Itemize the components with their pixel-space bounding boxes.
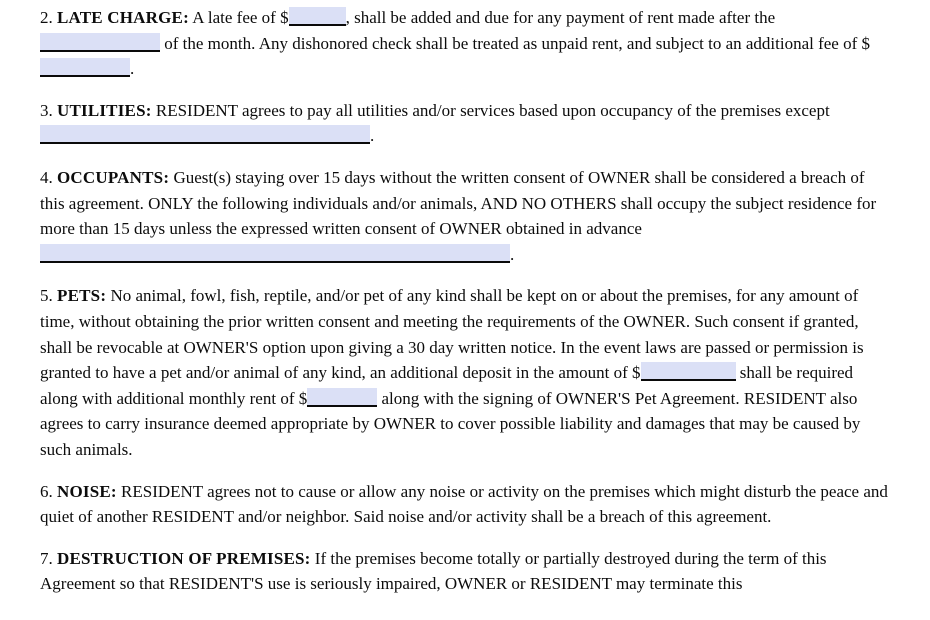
pet-deposit-amount-blank[interactable] — [641, 362, 736, 381]
section-heading: PETS: — [57, 286, 107, 306]
dishonored-check-fee-blank[interactable] — [40, 58, 130, 77]
section-number: 5. — [40, 286, 53, 306]
section-number: 3. — [40, 100, 53, 120]
section-occupants: 4. OCCUPANTS: Guest(s) staying over 15 days without the written consent of OWNER shall be considered a breach of this agreement. ONLY the following individuals and/or animals, AND NO OTHERS shall occupy the subject residence for more than 15 days unless the expressed written consent of OWNER obtained in advance . — [40, 167, 877, 264]
late-fee-amount-blank[interactable] — [289, 7, 346, 26]
section-utilities: 3. UTILITIES: RESIDENT agrees to pay all utilities and/or services based upon occupancy of the premises except . — [40, 100, 830, 146]
section-heading: DESTRUCTION OF PREMISES: — [57, 548, 311, 568]
section-late-charge: 2. LATE CHARGE: A late fee of $ , shall be added and due for any payment of rent made after the of the month. Any dishonored check shall be treated as unpaid rent, and subject to an additional fee of $. — [40, 8, 871, 79]
section-pets: 5. PETS: No animal, fowl, fish, reptile, and/or pet of any kind shall be kept on or about the premises, for any amount of time, without obtaining the prior written consent and meeting the requirements of the OWNER. Such consent if granted, shall be revocable at OWNER'S option upon giving a 30 day written notice. In the event laws are passed or permission is granted to have a pet and/or animal of any kind, an additional deposit in the amount of $ shall be required along with additional monthly rent of $ along with the signing of OWNER'S Pet Agreement. RESIDENT also agrees to carry insurance deemed appropriate by OWNER to cover possible liability and damages that may be caused by such animals. — [40, 286, 864, 459]
section-heading: OCCUPANTS: — [57, 167, 170, 187]
section-heading: NOISE: — [57, 481, 117, 501]
section-number: 2. — [40, 8, 53, 27]
occupants-list-blank[interactable] — [40, 244, 510, 263]
section-noise: 6. NOISE: RESIDENT agrees not to cause or allow any noise or activity on the premises which might disturb the peace and quiet of another RESIDENT and/or neighbor. Said noise and/or activity shall be a breach of this agreement. — [40, 481, 888, 527]
document-body — [40, 5, 892, 597]
utilities-exception-blank[interactable] — [40, 125, 370, 144]
section-heading: UTILITIES: — [57, 100, 152, 120]
section-number: 4. — [40, 167, 53, 187]
section-heading: LATE CHARGE: — [57, 8, 189, 27]
pet-monthly-rent-blank[interactable] — [307, 388, 377, 407]
section-number: 7. — [40, 548, 53, 568]
section-number: 6. — [40, 481, 53, 501]
late-day-of-month-blank[interactable] — [40, 33, 160, 52]
section-destruction-of-premises: 7. DESTRUCTION OF PREMISES: If the premises become totally or partially destroyed during the term of this Agreement so that RESIDENT'S use is seriously impaired, OWNER or RESIDENT may terminate this — [40, 548, 827, 594]
